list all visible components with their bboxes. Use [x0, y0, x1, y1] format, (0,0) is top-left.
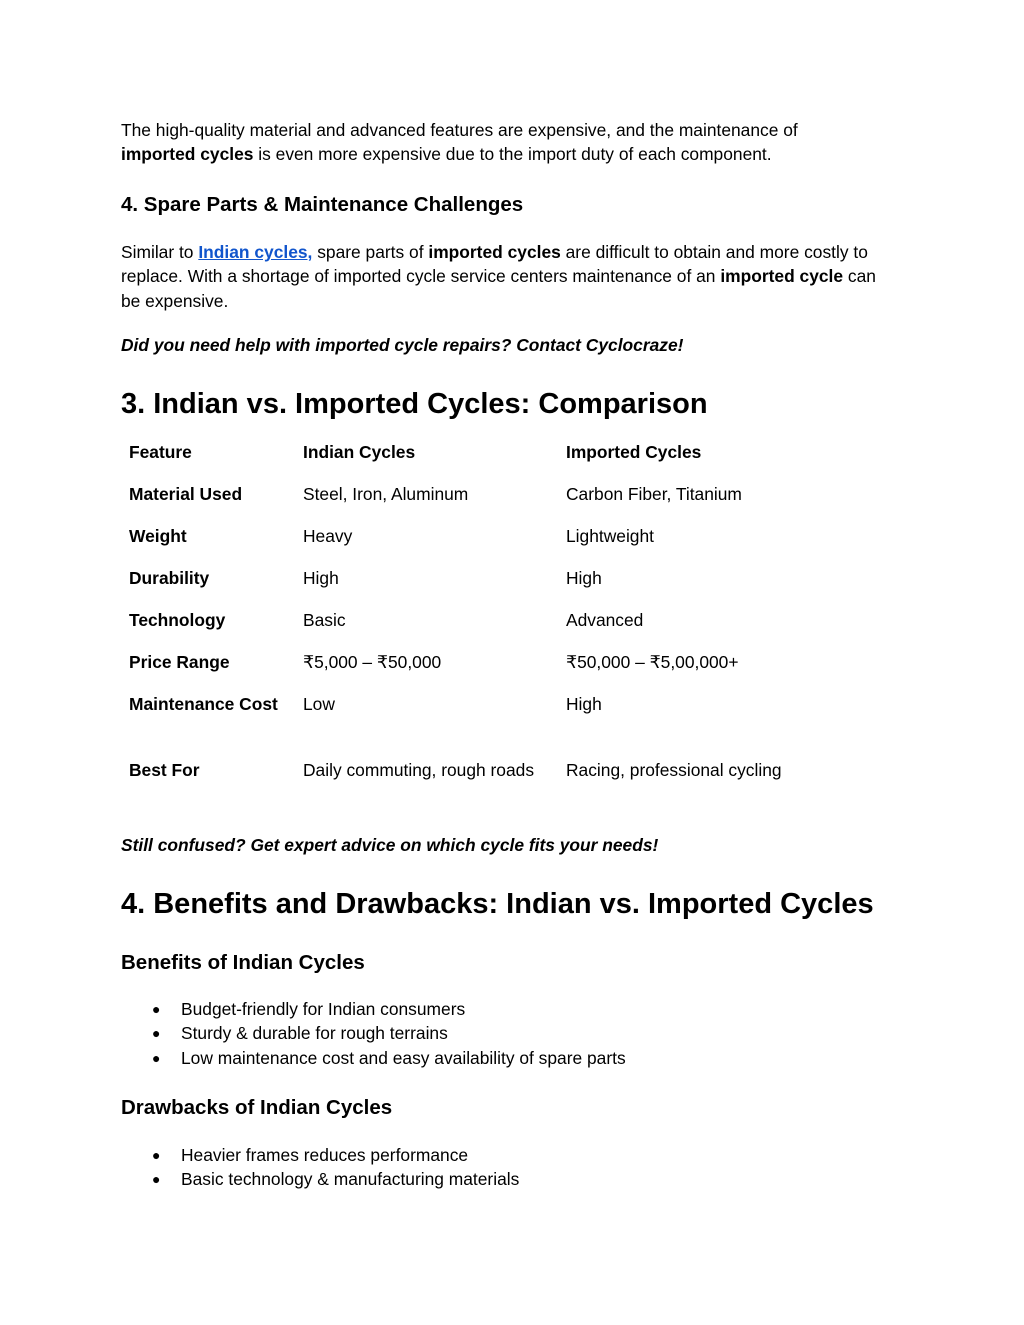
list-item	[121, 1143, 519, 1167]
benefits-heading: Benefits of Indian Cycles	[121, 951, 365, 974]
imported-cell: Advanced	[566, 610, 644, 630]
list-item	[121, 1046, 626, 1070]
advice-cta: Still confused? Get expert advice on which cycle fits your needs!	[121, 835, 659, 855]
list-item	[121, 1021, 626, 1045]
spare-text-3: are difficult to obtain and more costly to replace. With a shortage of imported cycle service centers maintenance of an	[121, 242, 868, 287]
indian-cell: Heavy	[303, 526, 353, 546]
list-item-text: Basic technology & manufacturing materials	[181, 1169, 520, 1190]
list-item-text: Budget-friendly for Indian consumers	[181, 999, 466, 1019]
feature-cell: Durability	[129, 568, 210, 588]
benefits-list	[121, 997, 626, 1070]
table-header-row	[121, 440, 834, 482]
feature-cell: Weight	[129, 526, 187, 546]
indian-cell: High	[303, 568, 339, 588]
spare-bold-1: imported cycles	[428, 242, 561, 262]
feature-cell: Best For	[129, 760, 200, 780]
list-item	[121, 997, 626, 1021]
bullet-icon: ●	[152, 1025, 161, 1042]
table-row	[121, 482, 834, 524]
bullet-icon: ●	[152, 1001, 161, 1017]
indian-cell: Daily commuting, rough roads	[303, 760, 535, 780]
header-imported: Imported Cycles	[566, 442, 702, 462]
benefits-drawbacks-heading: 4. Benefits and Drawbacks: Indian vs. Imported Cycles	[121, 888, 874, 920]
table-row	[121, 758, 834, 800]
intro-paragraph	[121, 118, 798, 167]
spare-parts-paragraph	[121, 240, 896, 313]
indian-cell: Low	[303, 694, 335, 714]
indian-cell: ₹5,000 – ₹50,000	[303, 652, 442, 672]
intro-rest: is even more expensive due to the import duty of each component.	[253, 144, 772, 165]
comparison-heading: 3. Indian vs. Imported Cycles: Comparison	[121, 388, 708, 420]
list-item-text: Heavier frames reduces performance	[181, 1145, 469, 1165]
header-indian: Indian Cycles	[303, 442, 416, 462]
comparison-table	[121, 440, 834, 800]
table-row	[121, 692, 834, 758]
imported-cell: ₹50,000 – ₹5,00,000+	[566, 652, 739, 672]
header-feature: Feature	[129, 442, 192, 462]
table-row	[121, 566, 834, 608]
spare-parts-heading: 4. Spare Parts & Maintenance Challenges	[121, 193, 524, 216]
comparison-table-body	[121, 440, 834, 800]
indian-cell: Steel, Iron, Aluminum	[303, 484, 469, 504]
list-item	[121, 1167, 519, 1191]
spare-text-1: Similar to	[121, 242, 199, 262]
list-item-text: Low maintenance cost and easy availability of spare parts	[181, 1047, 626, 1068]
feature-cell: Material Used	[129, 484, 243, 504]
spare-bold-2: imported cycle	[720, 266, 844, 287]
feature-cell: Maintenance Cost	[129, 694, 278, 714]
imported-cell: High	[566, 694, 602, 714]
bullet-icon: ●	[152, 1049, 161, 1066]
feature-cell: Technology	[129, 610, 226, 630]
imported-cell: High	[566, 568, 602, 588]
imported-cell: Lightweight	[566, 526, 654, 546]
repair-cta: Did you need help with imported cycle repairs? Contact Cyclocraze!	[121, 335, 684, 355]
intro-bold: imported cycles	[121, 144, 254, 165]
spare-text-2: spare parts of	[312, 242, 429, 262]
imported-cell: Racing, professional cycling	[566, 760, 782, 780]
feature-cell: Price Range	[129, 652, 230, 672]
list-item-text: Sturdy & durable for rough terrains	[181, 1023, 448, 1044]
imported-cell: Carbon Fiber, Titanium	[566, 484, 742, 504]
bullet-icon: ●	[152, 1171, 161, 1188]
indian-cell: Basic	[303, 610, 346, 630]
drawbacks-heading: Drawbacks of Indian Cycles	[121, 1096, 393, 1119]
drawbacks-list	[121, 1143, 519, 1192]
table-row	[121, 608, 834, 650]
table-row	[121, 650, 834, 692]
spare-text-4: can be expensive.	[121, 266, 876, 311]
indian-cycles-link[interactable]: Indian cycles,	[198, 242, 313, 262]
bullet-icon: ●	[152, 1147, 161, 1163]
table-row	[121, 524, 834, 566]
intro-text: The high-quality material and advanced features are expensive, and the maintenance of	[121, 120, 798, 140]
